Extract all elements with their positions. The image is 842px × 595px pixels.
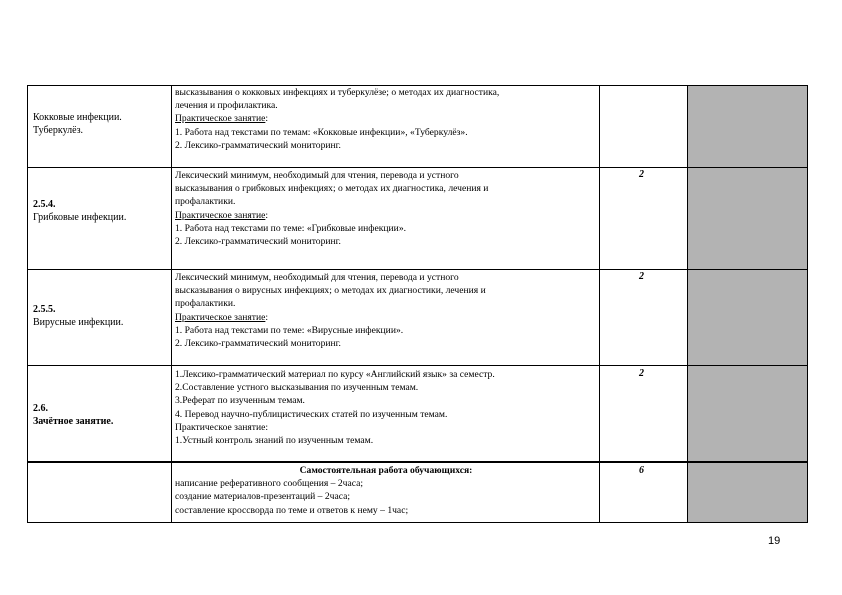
page-number: 19 [768,535,781,547]
topic-title: Зачётное занятие. [33,416,114,427]
practice-line: 1. Работа над текстами по теме: «Вирусные инфекции». [175,324,404,336]
row-divider [27,269,808,270]
content-line: высказывания о кокковых инфекциях и туберкулёзе; о методах их диагностика, [175,87,500,98]
content-line: профалактики. [175,298,236,310]
independent-work-line: создание материалов-презентаций – 2часа; [175,491,351,503]
topic-cell [33,303,123,329]
table-border-bottom [27,522,808,523]
practice-heading: Практическое занятие: [175,209,269,221]
content-line: Лексический минимум, необходимый для чтения, перевода и устного [175,272,459,283]
content-line: профалактики. [175,196,236,208]
topic-title-line2: Туберкулёз. [33,125,84,136]
practice-label: Практическое занятие: [175,421,269,433]
content-line: лечения и профилактика. [175,100,278,112]
column-divider [687,85,688,523]
practice-heading: Практическое занятие: [175,311,269,323]
row-divider [27,167,808,168]
practice-line: 1.Устный контроль знаний по изученным темам. [175,435,374,447]
practice-line: 1. Работа над текстами по темам: «Кокковые инфекции», «Туберкулёз». [175,126,468,138]
table-border-left [27,85,28,523]
practice-label: Практическое занятие [175,113,266,125]
content-cell [175,86,499,152]
content-line: Лексический минимум, необходимый для чтения, перевода и устного [175,170,459,181]
independent-work-line: составление кроссворда по теме и ответов к нему – 1час; [175,504,409,516]
independent-work-heading: Самостоятельная работа обучающихся: [299,465,473,476]
topic-number: 2.5.4. [33,199,56,210]
hours-value: 2 [639,271,644,282]
topic-number: 2.6. [33,403,48,414]
topic-title: Грибковые инфекции. [33,212,127,223]
topic-cell [33,402,113,428]
practice-line: 2. Лексико-грамматический мониторинг. [175,236,341,248]
independent-work-line: написание реферативного сообщения – 2часа; [175,478,364,490]
topic-cell [33,111,122,137]
hours-value: 6 [639,465,644,476]
row-divider [27,461,808,463]
practice-line: 2. Лексико-грамматический мониторинг. [175,139,341,151]
hours-value: 2 [639,169,644,180]
content-line: высказывания о грибковых инфекциях; о методах их диагностика, лечения и [175,183,489,195]
independent-work-cell [175,464,597,517]
topic-title: Кокковые инфекции. [33,112,122,123]
shaded-column [687,85,807,522]
column-divider [171,85,172,523]
content-line: 3.Реферат по изученным темам. [175,395,305,407]
practice-heading: Практическое занятие: [175,113,269,125]
practice-label: Практическое занятие [175,209,266,221]
content-line: 4. Перевод научно-публицистических статей по изученным темам. [175,408,448,420]
column-divider [599,85,600,523]
row-divider [27,365,808,366]
table-border-right [807,85,808,523]
topic-cell [33,198,126,224]
content-line: 1.Лексико-грамматический материал по курсу «Английский язык» за семестр. [175,369,495,380]
content-cell [175,368,495,447]
content-cell [175,271,486,350]
practice-line: 1. Работа над текстами по теме: «Грибковые инфекции». [175,222,407,234]
content-line: высказывания о вирусных инфекциях; о методах их диагностики, лечения и [175,285,486,297]
practice-label: Практическое занятие [175,311,266,323]
topic-number: 2.5.5. [33,304,56,315]
topic-title: Вирусные инфекции. [33,317,124,328]
content-cell [175,169,488,248]
content-line: 2.Составление устного высказывания по изученным темам. [175,382,419,394]
hours-value: 2 [639,368,644,379]
practice-line: 2. Лексико-грамматический мониторинг. [175,338,341,350]
